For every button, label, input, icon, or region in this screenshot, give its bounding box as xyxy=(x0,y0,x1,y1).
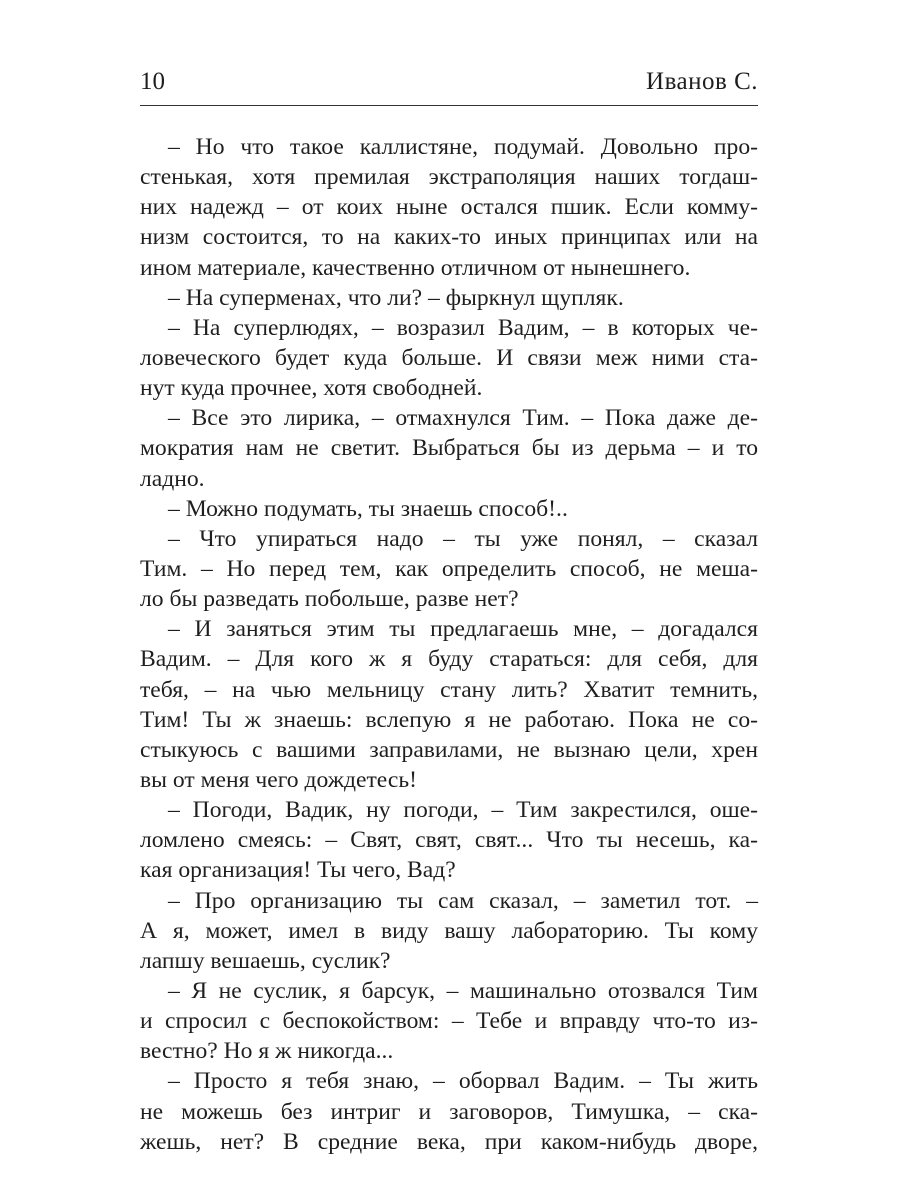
text-line: стенькая, хотя премилая экстраполяция наших тогдаш- xyxy=(140,164,758,191)
paragraph xyxy=(140,313,758,403)
paragraph xyxy=(140,614,758,795)
text-line: – Что упираться надо – ты уже понял, – сказал xyxy=(168,525,758,552)
text-line: стыкуюсь с вашими заправилами, не вызнаю цели, хрен xyxy=(140,736,758,763)
text-line: – Все это лирика, – отмахнулся Тим. – Пока даже де- xyxy=(168,405,758,432)
paragraph xyxy=(140,976,758,1066)
text-line: – Можно подумать, ты знаешь способ!.. xyxy=(168,495,568,522)
text-line: ло бы разведать побольше, разве нет? xyxy=(140,586,519,613)
text-line: вы от меня чего дождетесь! xyxy=(140,766,417,793)
text-line: – И заняться этим ты предлагаешь мне, – догадался xyxy=(168,616,758,643)
text-line: ладно. xyxy=(140,465,205,492)
running-title: Иванов С. xyxy=(646,68,758,95)
paragraph xyxy=(140,494,758,524)
text-line: А я, может, имел в виду вашу лабораторию. Ты кому xyxy=(140,917,758,944)
paragraph xyxy=(140,795,758,885)
paragraph xyxy=(140,1066,758,1156)
text-line: лапшу вешаешь, суслик? xyxy=(140,947,391,974)
page-number: 10 xyxy=(140,68,165,95)
page-header xyxy=(140,68,758,98)
header-rule xyxy=(140,105,758,106)
text-line: Тим. – Но перед тем, как определить способ, не меша- xyxy=(140,555,758,582)
text-line: кая организация! Ты чего, Вад? xyxy=(140,857,456,884)
text-line: вестно? Но я ж никогда... xyxy=(140,1038,394,1065)
text-line: не можешь без интриг и заговоров, Тимушка, – ска- xyxy=(140,1098,758,1125)
text-line: – На суперменах, что ли? – фыркнул щупляк. xyxy=(168,284,624,311)
text-line: Вадим. – Для кого ж я буду стараться: для себя, для xyxy=(140,646,758,673)
text-line: – Про организацию ты сам сказал, – заметил тот. – xyxy=(168,887,758,914)
text-line: низм состоится, то на каких-то иных принципах или на xyxy=(140,224,758,251)
text-line: нут куда прочнее, хотя свободней. xyxy=(140,375,483,402)
text-line: мократия нам не светит. Выбраться бы из дерьма – и то xyxy=(140,435,758,462)
text-line: тебя, – на чью мельницу стану лить? Хватит темнить, xyxy=(140,676,758,703)
text-line: ломлено смеясь: – Свят, свят, свят... Что ты несешь, ка- xyxy=(140,827,758,854)
paragraph xyxy=(140,886,758,976)
text-line: ином материале, качественно отличном от нынешнего. xyxy=(140,254,691,281)
text-line: – Просто я тебя знаю, – оборвал Вадим. – Ты жить xyxy=(168,1068,758,1095)
text-line: ловеческого будет куда больше. И связи меж ними ста- xyxy=(140,344,758,371)
text-line: Тим! Ты ж знаешь: вслепую я не работаю. Пока не со- xyxy=(140,706,758,733)
paragraph xyxy=(140,283,758,313)
text-line: – Я не суслик, я барсук, – машинально отозвался Тим xyxy=(168,977,758,1004)
text-line: – На суперлюдях, – возразил Вадим, – в которых че- xyxy=(168,314,758,341)
paragraph xyxy=(140,403,758,493)
body-text xyxy=(140,132,758,1157)
paragraph xyxy=(140,132,758,283)
text-line: – Погоди, Вадик, ну погоди, – Тим закрестился, оше- xyxy=(168,797,758,824)
paragraph xyxy=(140,524,758,614)
text-line: них надежд – от коих ныне остался пшик. Если комму- xyxy=(140,194,758,221)
text-line: – Но что такое каллистяне, подумай. Довольно про- xyxy=(168,134,758,160)
text-line: жешь, нет? В средние века, при каком-нибудь дворе, xyxy=(140,1128,758,1155)
text-line: и спросил с беспокойством: – Тебе и вправду что-то из- xyxy=(140,1008,758,1035)
